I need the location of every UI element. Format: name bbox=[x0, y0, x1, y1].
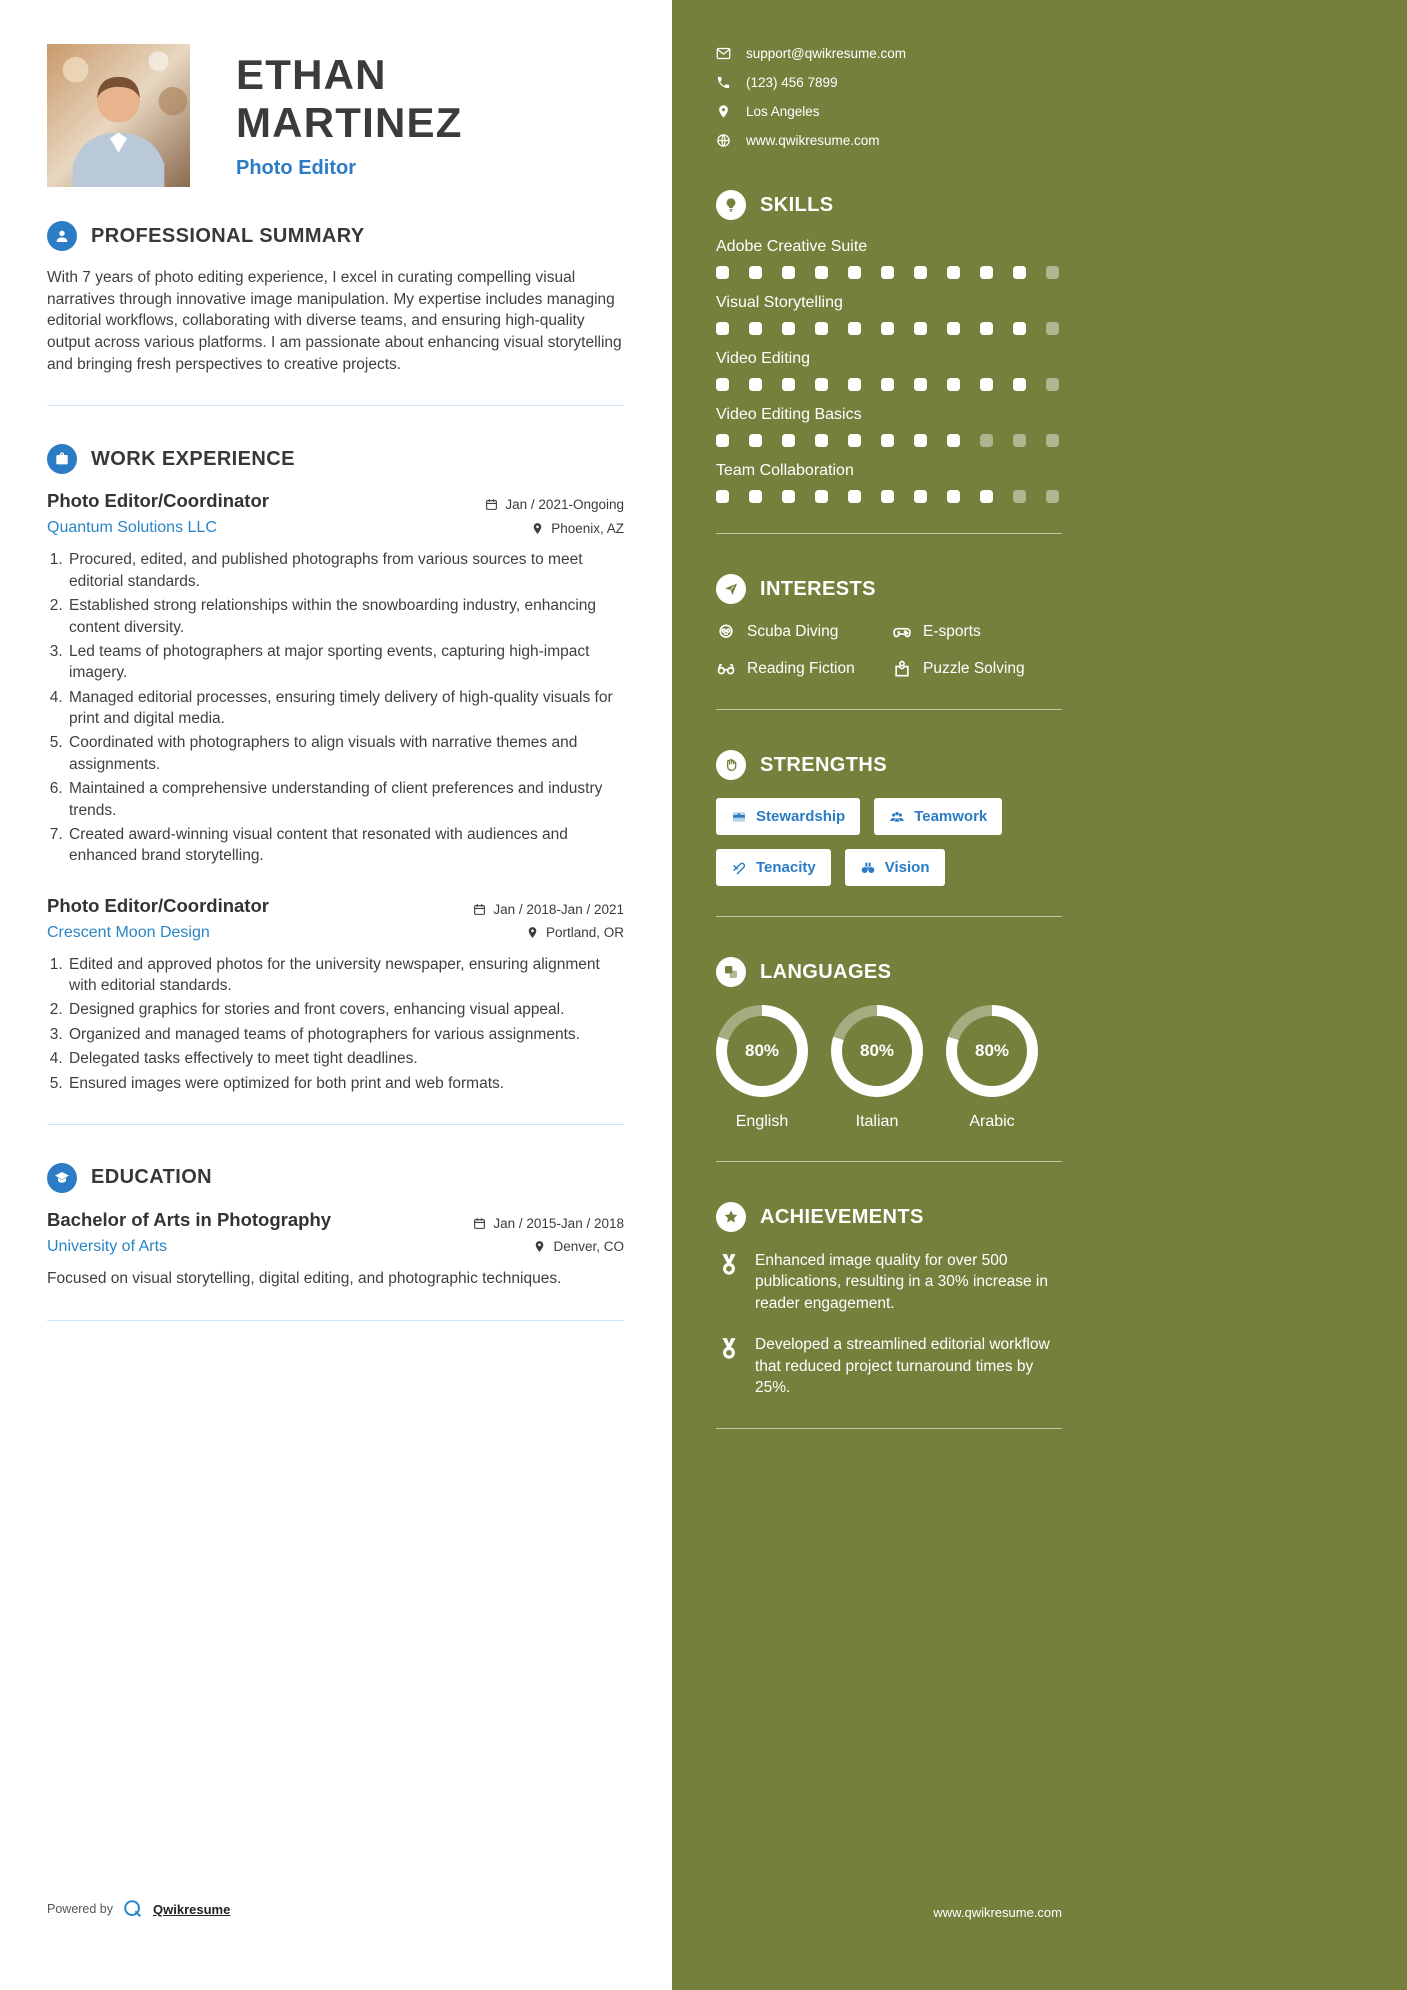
job-entry bbox=[47, 895, 624, 1094]
skill-dot bbox=[815, 378, 828, 391]
powered-by-label: Powered by bbox=[47, 1902, 114, 1916]
achievement-text: Enhanced image quality for over 500 publications, resulting in a 30% increase in reader engagement. bbox=[755, 1252, 1048, 1312]
job-dates bbox=[473, 902, 624, 917]
divider bbox=[47, 405, 624, 406]
job-bullet: 4. Delegated tasks effectively to meet tight deadlines. bbox=[67, 1048, 624, 1069]
skill-rating bbox=[716, 266, 1062, 279]
strength-label: Tenacity bbox=[756, 859, 816, 876]
contact-website[interactable]: www.qwikresume.com bbox=[746, 133, 880, 148]
skills-section bbox=[716, 190, 1062, 503]
divider bbox=[47, 1124, 624, 1125]
interest-label: Reading Fiction bbox=[747, 660, 855, 677]
achievement-item bbox=[716, 1250, 1062, 1314]
translate-icon bbox=[716, 957, 746, 987]
interest-label: E-sports bbox=[923, 623, 981, 640]
skill-dot bbox=[848, 378, 861, 391]
job-header-row bbox=[47, 895, 624, 924]
phone-icon bbox=[716, 75, 731, 90]
skill-dot bbox=[914, 490, 927, 503]
sidebar bbox=[672, 0, 1407, 1990]
profile-photo-placeholder bbox=[47, 44, 190, 187]
job-bullet: 2. Designed graphics for stories and front covers, enhancing visual appeal. bbox=[67, 999, 624, 1020]
skill-dot bbox=[980, 434, 993, 447]
divider bbox=[716, 1428, 1062, 1429]
strength-chip bbox=[845, 849, 945, 886]
summary-text: With 7 years of photo editing experience, I excel in curating compelling visual narratives through innovative image manipulation. My expertise includes managing editorial workflows, collaborating with diverse teams, and ensuring high-quality output across various platforms. I am passionate about enhancing visual storytelling and bringing fresh perspectives to creative projects. bbox=[47, 269, 622, 373]
skill-name: Visual Storytelling bbox=[716, 294, 843, 311]
person-icon bbox=[47, 221, 77, 251]
achievements-title: ACHIEVEMENTS bbox=[760, 1205, 924, 1228]
strength-label: Stewardship bbox=[756, 808, 846, 825]
education-description: Focused on visual storytelling, digital editing, and photographic techniques. bbox=[47, 1269, 562, 1287]
skill-rating bbox=[716, 434, 1062, 447]
skill-row bbox=[716, 350, 1062, 391]
achievements-section bbox=[716, 1202, 1062, 1398]
language-progress-ring bbox=[716, 1005, 808, 1097]
contact-location-row bbox=[716, 104, 1062, 119]
education-section bbox=[47, 1163, 624, 1290]
skill-dot bbox=[716, 434, 729, 447]
skills-heading bbox=[716, 190, 1062, 220]
skill-dot bbox=[1046, 322, 1059, 335]
identity-text bbox=[236, 51, 624, 180]
skill-dot bbox=[1013, 378, 1026, 391]
paper-plane-icon bbox=[716, 574, 746, 604]
contact-phone-row bbox=[716, 75, 1062, 90]
skill-dot bbox=[1013, 322, 1026, 335]
scuba-mask-icon bbox=[716, 622, 736, 642]
skill-dot bbox=[782, 322, 795, 335]
job-bullet: 6. Maintained a comprehensive understanding of client preferences and industry trends. bbox=[67, 778, 624, 821]
rope-knot-icon bbox=[731, 860, 747, 876]
job-bullet-list bbox=[47, 549, 624, 866]
skill-name: Adobe Creative Suite bbox=[716, 238, 868, 255]
skill-row bbox=[716, 294, 1062, 335]
skill-dot bbox=[1013, 434, 1026, 447]
calendar-icon bbox=[473, 1217, 486, 1230]
job-bullet-list bbox=[47, 954, 624, 1094]
skill-dot bbox=[947, 490, 960, 503]
skill-dot bbox=[881, 378, 894, 391]
languages-section bbox=[716, 957, 1062, 1131]
sidebar-footer bbox=[716, 1905, 1062, 1920]
strengths-section bbox=[716, 750, 1062, 886]
skill-dot bbox=[782, 378, 795, 391]
skill-dot bbox=[815, 490, 828, 503]
skill-dot bbox=[947, 378, 960, 391]
education-date-text: Jan / 2015-Jan / 2018 bbox=[493, 1215, 624, 1231]
interest-item bbox=[716, 622, 892, 642]
language-name: Italian bbox=[855, 1113, 899, 1130]
skill-dot bbox=[1046, 490, 1059, 503]
fist-icon bbox=[716, 750, 746, 780]
pin-icon bbox=[531, 522, 544, 535]
interests-heading bbox=[716, 574, 1062, 604]
skill-dot bbox=[749, 266, 762, 279]
skill-dot bbox=[782, 490, 795, 503]
job-bullet: 1. Procured, edited, and published photographs from various sources to meet editorial standards. bbox=[67, 549, 624, 592]
job-bullet: 5. Coordinated with photographers to align visuals with narrative themes and assignments. bbox=[67, 732, 624, 775]
pin-icon bbox=[533, 1240, 546, 1253]
school-row bbox=[47, 1238, 624, 1256]
job-location-text: Phoenix, AZ bbox=[551, 520, 624, 536]
person-name: ETHAN MARTINEZ bbox=[236, 51, 463, 146]
education-location bbox=[533, 1239, 624, 1254]
interest-item bbox=[892, 622, 1062, 642]
job-title: Photo Editor/Coordinator bbox=[47, 894, 269, 916]
strength-label: Teamwork bbox=[914, 808, 988, 825]
skill-dot bbox=[947, 266, 960, 279]
language-progress-ring bbox=[946, 1005, 1038, 1097]
language-item bbox=[946, 1005, 1038, 1131]
languages-heading bbox=[716, 957, 1062, 987]
contact-location: Los Angeles bbox=[746, 104, 820, 119]
education-location-text: Denver, CO bbox=[553, 1239, 624, 1255]
skill-name: Team Collaboration bbox=[716, 462, 854, 479]
summary-heading bbox=[47, 221, 624, 251]
skill-dot bbox=[749, 378, 762, 391]
strengths-heading bbox=[716, 750, 1062, 780]
job-bullet: 1. Edited and approved photos for the university newspaper, ensuring alignment with editorial standards. bbox=[67, 954, 624, 997]
skill-dot bbox=[881, 266, 894, 279]
medal-icon bbox=[716, 1252, 742, 1278]
identity-header bbox=[47, 44, 624, 187]
job-bullet: 2. Established strong relationships within the snowboarding industry, enhancing content diversity. bbox=[67, 595, 624, 638]
languages-title: LANGUAGES bbox=[760, 960, 892, 983]
job-entry bbox=[47, 490, 624, 866]
language-name: English bbox=[735, 1113, 789, 1130]
language-percent: 80% bbox=[842, 1016, 912, 1086]
interests-section bbox=[716, 574, 1062, 679]
skill-dot bbox=[749, 322, 762, 335]
contact-email[interactable]: support@qwikresume.com bbox=[746, 46, 907, 61]
skill-rating bbox=[716, 490, 1062, 503]
globe-icon bbox=[716, 133, 731, 148]
badge-icon bbox=[731, 809, 747, 825]
degree-name: Bachelor of Arts in Photography bbox=[47, 1208, 332, 1230]
skill-dot bbox=[848, 322, 861, 335]
job-title: Photo Editor/Coordinator bbox=[47, 490, 269, 512]
work-heading bbox=[47, 444, 624, 474]
job-subheader-row bbox=[47, 519, 624, 537]
star-icon bbox=[716, 1202, 746, 1232]
powered-by-footer bbox=[47, 1898, 230, 1920]
interests-title: INTERESTS bbox=[760, 577, 876, 600]
contact-block bbox=[716, 46, 1062, 148]
skills-title: SKILLS bbox=[760, 193, 834, 216]
job-date-text: Jan / 2018-Jan / 2021 bbox=[493, 901, 624, 917]
qwikresume-brand-link[interactable]: Qwikresume bbox=[153, 1901, 231, 1917]
calendar-icon bbox=[473, 903, 486, 916]
divider bbox=[716, 916, 1062, 917]
profile-photo bbox=[47, 44, 190, 187]
skill-dot bbox=[815, 322, 828, 335]
interest-item bbox=[892, 659, 1062, 679]
education-title: EDUCATION bbox=[91, 1166, 213, 1189]
job-bullet: 7. Created award-winning visual content that resonated with audiences and enhanced brand storytelling. bbox=[67, 824, 624, 867]
job-subheader-row bbox=[47, 924, 624, 942]
skill-dot bbox=[716, 266, 729, 279]
language-percent: 80% bbox=[957, 1016, 1027, 1086]
achievements-heading bbox=[716, 1202, 1062, 1232]
skill-dot bbox=[914, 434, 927, 447]
work-section bbox=[47, 444, 624, 1094]
achievement-item bbox=[716, 1334, 1062, 1398]
interest-item bbox=[716, 659, 892, 679]
skill-dot bbox=[980, 490, 993, 503]
education-dates bbox=[473, 1216, 624, 1231]
briefcase-icon bbox=[47, 444, 77, 474]
skill-dot bbox=[782, 434, 795, 447]
skill-row bbox=[716, 238, 1062, 279]
skill-dot bbox=[980, 322, 993, 335]
divider bbox=[47, 1320, 624, 1321]
skill-row bbox=[716, 462, 1062, 503]
skill-dot bbox=[881, 322, 894, 335]
pin-icon bbox=[526, 926, 539, 939]
skill-row bbox=[716, 406, 1062, 447]
skill-dot bbox=[881, 434, 894, 447]
skill-dot bbox=[980, 266, 993, 279]
skill-dot bbox=[815, 434, 828, 447]
job-bullet: 4. Managed editorial processes, ensuring timely delivery of high-quality visuals for print and digital media. bbox=[67, 687, 624, 730]
language-item bbox=[716, 1005, 808, 1131]
skill-dot bbox=[914, 378, 927, 391]
divider bbox=[716, 709, 1062, 710]
skill-dot bbox=[782, 266, 795, 279]
skill-dot bbox=[716, 490, 729, 503]
divider bbox=[716, 1161, 1062, 1162]
job-bullet: 3. Led teams of photographers at major sporting events, capturing high-impact imagery. bbox=[67, 641, 624, 684]
job-location bbox=[526, 925, 624, 940]
strength-chip bbox=[716, 849, 831, 886]
job-header-row bbox=[47, 490, 624, 519]
interest-label: Puzzle Solving bbox=[923, 660, 1025, 677]
achievement-text: Developed a streamlined editorial workflow that reduced project turnaround times by 25%. bbox=[755, 1336, 1050, 1396]
education-heading bbox=[47, 1163, 624, 1193]
skill-dot bbox=[848, 490, 861, 503]
skill-rating bbox=[716, 322, 1062, 335]
summary-section bbox=[47, 221, 624, 375]
skill-dot bbox=[716, 378, 729, 391]
skill-dot bbox=[980, 378, 993, 391]
main-column bbox=[0, 0, 672, 1990]
language-item bbox=[831, 1005, 923, 1131]
skill-dot bbox=[716, 322, 729, 335]
skill-dot bbox=[914, 322, 927, 335]
skill-dot bbox=[749, 434, 762, 447]
calendar-icon bbox=[485, 498, 498, 511]
summary-title: PROFESSIONAL SUMMARY bbox=[91, 224, 365, 247]
skill-dot bbox=[1013, 490, 1026, 503]
strength-label: Vision bbox=[884, 859, 930, 876]
puzzle-piece-icon bbox=[892, 659, 912, 679]
job-date-text: Jan / 2021-Ongoing bbox=[505, 497, 624, 513]
contact-email-row bbox=[716, 46, 1062, 61]
job-location bbox=[531, 521, 624, 536]
skill-dot bbox=[815, 266, 828, 279]
footer-website-link[interactable]: www.qwikresume.com bbox=[933, 1905, 1062, 1920]
people-group-icon bbox=[889, 809, 905, 825]
company-link[interactable]: Quantum Solutions LLC bbox=[47, 519, 217, 537]
skill-rating bbox=[716, 378, 1062, 391]
strength-chip bbox=[716, 798, 860, 835]
strengths-chips bbox=[716, 798, 1062, 886]
job-bullet: 5. Ensured images were optimized for both print and web formats. bbox=[67, 1073, 624, 1094]
envelope-icon bbox=[716, 46, 731, 61]
contact-website-row bbox=[716, 133, 1062, 148]
pin-icon bbox=[716, 104, 731, 119]
language-name: Arabic bbox=[969, 1113, 1015, 1130]
skill-dot bbox=[947, 434, 960, 447]
skill-name: Video Editing bbox=[716, 350, 810, 367]
graduation-cap-icon bbox=[47, 1163, 77, 1193]
interest-label: Scuba Diving bbox=[747, 623, 839, 640]
lightbulb-icon bbox=[716, 190, 746, 220]
skill-dot bbox=[1046, 434, 1059, 447]
company-link[interactable]: Crescent Moon Design bbox=[47, 923, 210, 941]
sidebar-content bbox=[716, 46, 1062, 1429]
skill-dot bbox=[947, 322, 960, 335]
interests-grid bbox=[716, 622, 1062, 679]
skill-dot bbox=[749, 490, 762, 503]
person-title: Photo Editor bbox=[236, 157, 356, 179]
job-dates bbox=[485, 497, 624, 512]
strength-chip bbox=[874, 798, 1002, 835]
work-title: WORK EXPERIENCE bbox=[91, 447, 295, 470]
job-bullet: 3. Organized and managed teams of photographers for various assignments. bbox=[67, 1024, 624, 1045]
language-progress-ring bbox=[831, 1005, 923, 1097]
skill-dot bbox=[848, 266, 861, 279]
strengths-title: STRENGTHS bbox=[760, 753, 887, 776]
language-percent: 80% bbox=[727, 1016, 797, 1086]
skill-dot bbox=[848, 434, 861, 447]
divider bbox=[716, 533, 1062, 534]
skill-name: Video Editing Basics bbox=[716, 406, 862, 423]
school-link[interactable]: University of Arts bbox=[47, 1237, 168, 1255]
skill-dot bbox=[1046, 266, 1059, 279]
medal-icon bbox=[716, 1336, 742, 1362]
skill-dot bbox=[1046, 378, 1059, 391]
qwikresume-logo-icon bbox=[122, 1898, 144, 1920]
skill-dot bbox=[1013, 266, 1026, 279]
gamepad-icon bbox=[892, 622, 912, 642]
skill-dot bbox=[914, 266, 927, 279]
skill-dot bbox=[881, 490, 894, 503]
languages-row bbox=[716, 1005, 1062, 1131]
job-location-text: Portland, OR bbox=[545, 925, 624, 941]
degree-row bbox=[47, 1209, 624, 1238]
contact-phone[interactable]: (123) 456 7899 bbox=[746, 75, 838, 90]
binoculars-icon bbox=[860, 860, 876, 876]
reading-glasses-icon bbox=[716, 659, 736, 679]
